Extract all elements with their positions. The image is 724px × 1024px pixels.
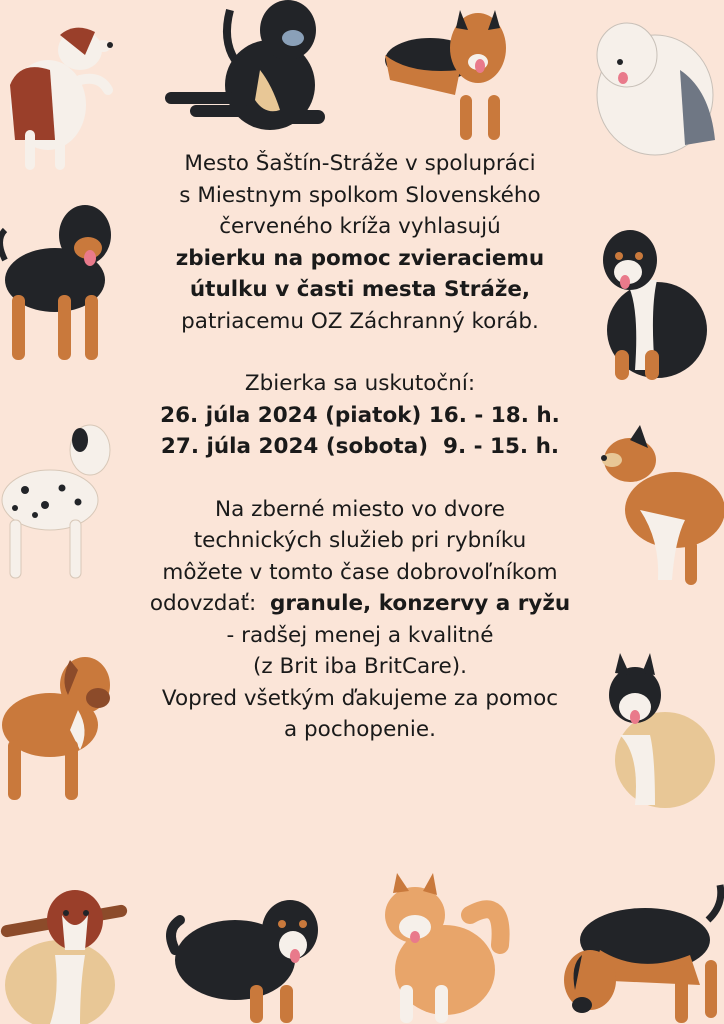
intro-line: s Miestnym spolkom Slovenského — [179, 182, 541, 208]
dog-illustration-top-sheepdog — [585, 10, 720, 155]
headline-line: útulku v časti mesta Stráže, — [189, 277, 531, 302]
details-line: technických služieb pri rybníku — [193, 528, 527, 553]
dog-illustration-collie-right — [600, 430, 724, 590]
schedule-heading: Zbierka sa uskutoční: — [244, 371, 476, 396]
headline-line: zbierku na pomoc zvieraciemu — [175, 245, 545, 271]
intro-line: Mesto Šaštín-Stráže v spolupráci — [184, 151, 536, 176]
dog-illustration-top-shepherd — [370, 0, 520, 145]
dog-illustration-bernese-bottom — [165, 890, 330, 1024]
dog-illustration-shepherd-bottom — [560, 885, 724, 1024]
intro-line: červeného kríža vyhlasujú — [219, 214, 501, 239]
dog-illustration-husky-right — [600, 655, 724, 815]
donate-line — [110, 588, 610, 620]
closing-line: (z Brit iba BritCare). — [253, 654, 467, 679]
details-line: môžete v tomto čase dobrovoľníkom — [162, 559, 558, 585]
spacer — [110, 337, 610, 368]
dog-illustration-bernese-right — [595, 220, 715, 385]
dog-illustration-rottweiler-left — [0, 200, 120, 370]
dog-illustration-akita — [375, 875, 510, 1024]
spacer — [110, 463, 610, 494]
dog-illustration-boxer-left — [0, 650, 118, 805]
dog-illustration-stbernard — [0, 875, 130, 1024]
dog-illustration-top-left — [0, 10, 115, 175]
donate-items: granule, konzervy a ryžu — [269, 591, 571, 616]
schedule-line: 27. júla 2024 (sobota) 9. - 15. h. — [160, 434, 560, 459]
closing-line: a pochopenie. — [284, 717, 436, 742]
dog-illustration-top-black — [160, 0, 330, 145]
closing-line: Vopred všetkým ďakujeme za pomoc — [161, 685, 559, 711]
announcement-text — [110, 148, 610, 746]
dog-illustration-dalmatian — [0, 420, 115, 585]
intro-tail: patriacemu OZ Záchranný koráb. — [181, 308, 539, 334]
closing-line: - radšej menej a kvalitné — [226, 622, 494, 648]
donate-prefix: odovzdať: — [149, 591, 264, 616]
schedule-line: 26. júla 2024 (piatok) 16. - 18. h. — [160, 402, 560, 428]
details-line: Na zberné miesto vo dvore — [215, 496, 505, 522]
